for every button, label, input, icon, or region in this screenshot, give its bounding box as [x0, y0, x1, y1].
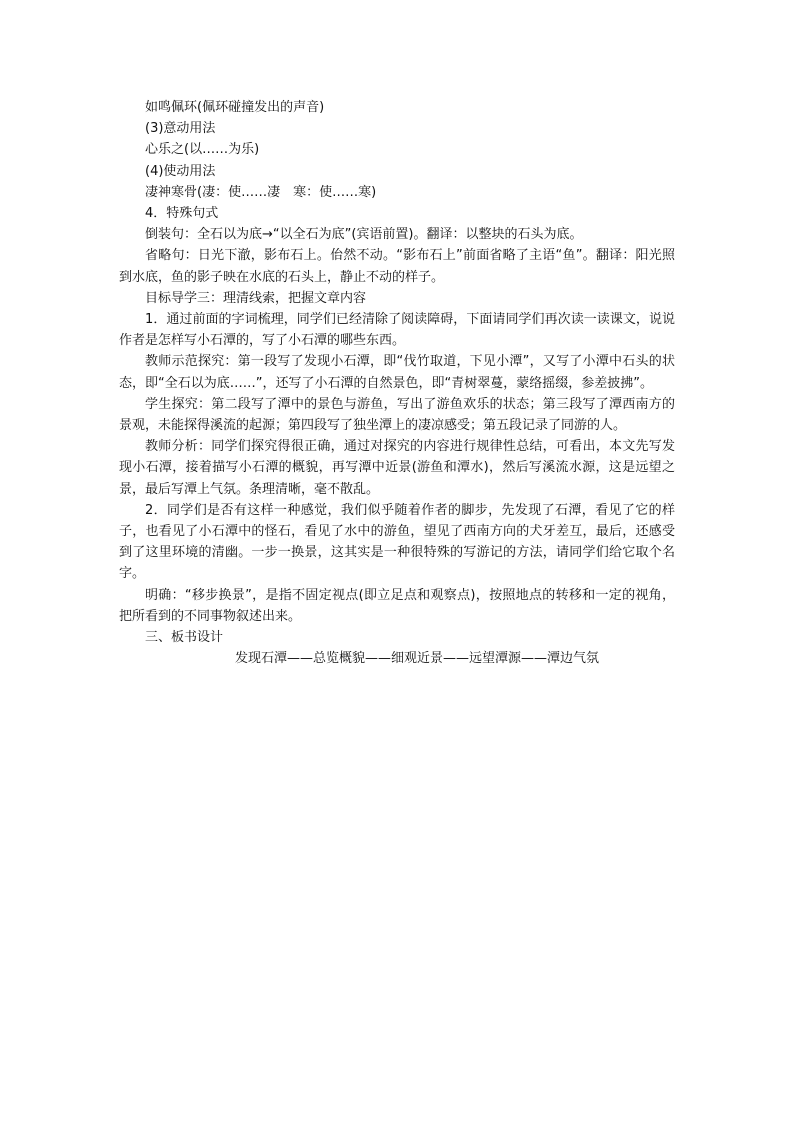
section-heading-special-sentences: 4．特殊句式: [145, 206, 219, 222]
paragraph-heading-yidong: (3)意动用法: [145, 121, 216, 137]
paragraph-task-one: 1．通过前面的字词梳理，同学们已经清除了阅读障碍，下面请同学们再次读一读课文，说说作者是怎样写小石潭的，写了小石潭的哪些东西。: [119, 312, 675, 349]
paragraph-heading-shidong: (4)使动用法: [145, 163, 216, 179]
document-body: [119, 97, 675, 669]
paragraph-student-inquiry: 学生探究：第二段写了潭中的景色与游鱼，写出了游鱼欢乐的状态；第三段写了潭西南方的景观，未能探得溪流的起源；第四段写了独坐潭上的凄凉感受；第五段记录了同游的人。: [119, 396, 675, 434]
paragraph-teacher-demo: 教师示范探究：第一段写了发现小石潭，即“伐竹取道，下见小潭”，又写了小潭中石头的状态，即“全石以为底……”，还写了小石潭的自然景色，即“青树翠蔓，蒙络摇缀，参差披拂”。: [119, 354, 675, 391]
section-heading-board-design: 三、板书设计: [145, 630, 224, 646]
board-design-flow: 发现石潭——总览概貌——细观近景——远望潭源——潭边气氛: [234, 651, 599, 667]
paragraph-inverted-sentence: 倒装句：全石以为底→“以全石为底”(宾语前置)。翻译：以整块的石头为底。: [145, 227, 583, 243]
paragraph-clarification: 明确：“移步换景”，是指不固定视点(即立足点和观察点)，按照地点的转移和一定的视角，把所看到的不同事物叙述出来。: [119, 587, 675, 624]
paragraph-example-qishen: 凄神寒骨(凄：使……凄 寒：使……寒): [145, 184, 377, 200]
section-heading-goal-three: 目标导学三：理清线索，把握文章内容: [145, 290, 367, 306]
paragraph-example-xinle: 心乐之(以……为乐): [145, 142, 260, 158]
paragraph-teacher-analysis: 教师分析：同学们探究得很正确，通过对探究的内容进行规律性总结，可看出，本文先写发现小石潭，接着描写小石潭的概貌，再写潭中近景(游鱼和潭水)，然后写溪流水源，这是远望之景，最后写潭上气氛。条理清晰，毫不散乱。: [119, 439, 675, 497]
paragraph-task-two: 2．同学们是否有这样一种感觉，我们似乎随着作者的脚步，先发现了石潭，看见了它的样子，也看见了小石潭中的怪石，看见了水中的游鱼，望见了西南方向的犬牙差互，最后，还感受到了这里环境的清幽。一步一换景，这其实是一种很特殊的写游记的方法，请同学们给它取个名字。: [119, 502, 675, 582]
paragraph-example-phrase: 如鸣佩环(佩环碰撞发出的声音): [145, 100, 325, 115]
paragraph-ellipsis-sentence: 省略句：日光下澈，影布石上。佁然不动。“影布石上”前面省略了主语“鱼”。翻译：阳光照到水底，鱼的影子映在水底的石头上，静止不动的样子。: [119, 248, 675, 285]
